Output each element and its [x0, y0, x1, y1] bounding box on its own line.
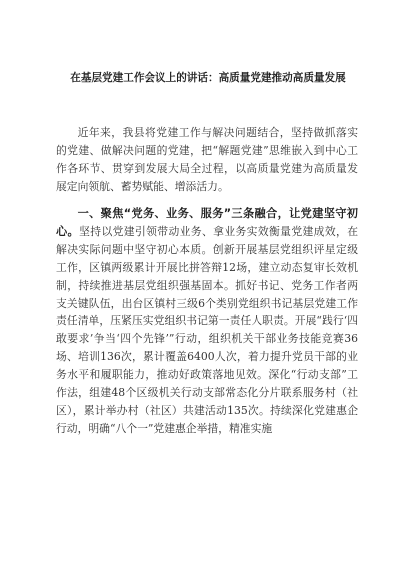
document-title: 在基层党建工作会议上的讲话：高质量党建推动高质量发展 [70, 72, 346, 84]
section-1-text: 坚持以党建引领带动业务、拿业务实效衡量党建成效，在解决实际问题中坚守初心本质。创新开展基层党组织评星定级工作，区镇两级累计开展比拼答辩12场，建立动态复审长效机制，持续推进基层党组织强基固本。抓好书记、党务工作者两支关键队伍，出台区镇村三级6个类别党组织书记基层党建工作责任清单，压紧压实党组织书记第一责任人职责。开展“践行‘四敢要求’争当‘四个先锋’”行动，组织机关干部业务技能竞赛36场、培训136次，累计覆盖6400人次，着力提升党员干部的业务水平和履职能力，推动好政策落地见效。深化“行动支部”工作法，组建48个区级机关行动支部常态化分片联系服务村（社区），累计举办村（社区）共建活动135次。持续深化党建惠企行动，明确“八个一”党建惠企举措，精准实施 [56, 224, 358, 435]
intro-paragraph: 近年来，我县将党建工作与解决问题结合，坚持做抓落实的党建、做解决问题的党建，把“解题党建”思维嵌入到中心工作各环节、贯穿到发展大局全过程，以高质量党建为高质量发展定向领航、蓄势赋能、增添活力。 [56, 126, 358, 193]
section-1-heading: 一、聚焦“党务、业务、服务”三条融合，让党建坚守初心。 [56, 207, 358, 238]
section-1-paragraph [56, 205, 358, 438]
